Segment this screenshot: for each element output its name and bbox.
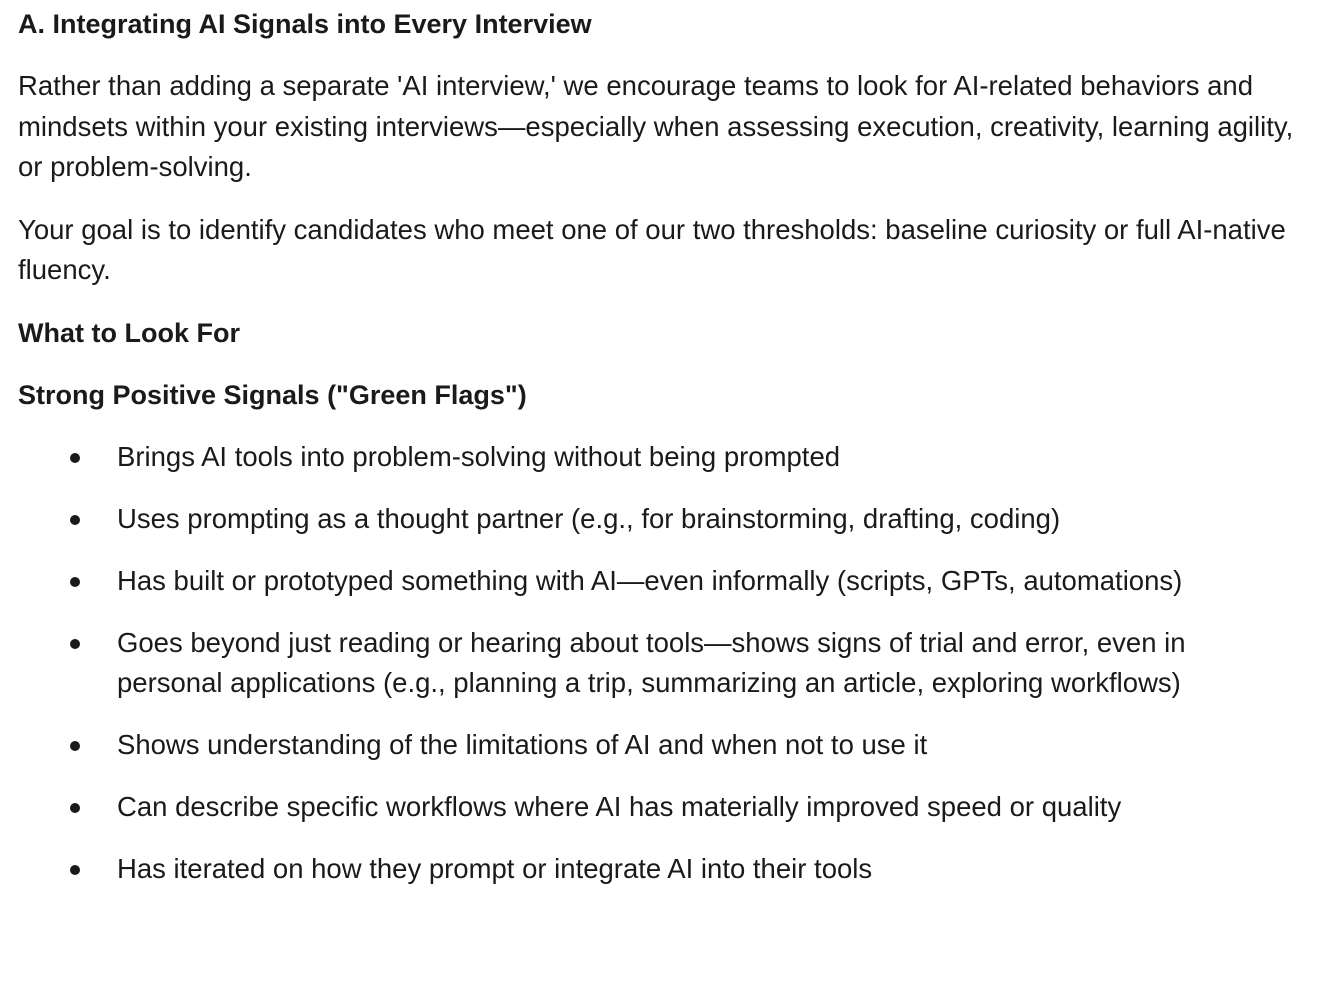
list-item xyxy=(18,623,1308,704)
bullet-icon xyxy=(70,865,80,875)
list-item xyxy=(18,437,1308,478)
list-item-text: Brings AI tools into problem-solving without being prompted xyxy=(117,440,841,472)
list-item xyxy=(18,561,1308,602)
goal-paragraph: Your goal is to identify candidates who meet one of our two thresholds: baseline curiosity or full AI-native fluency. xyxy=(18,213,1286,285)
green-flags-heading: Strong Positive Signals ("Green Flags") xyxy=(18,379,527,410)
list-item-text: Goes beyond just reading or hearing about tools—shows signs of trial and error, even in personal applications (e.g., planning a trip, summarizing an article, exploring workflows) xyxy=(117,626,1186,698)
list-item-text: Has iterated on how they prompt or integrate AI into their tools xyxy=(117,853,873,884)
bullet-icon xyxy=(70,741,80,751)
list-item-text: Has built or prototyped something with AI—even informally (scripts, GPTs, automations) xyxy=(117,564,1183,596)
bullet-icon xyxy=(70,803,80,813)
what-to-look-for-heading: What to Look For xyxy=(18,317,240,348)
green-flags-list xyxy=(18,437,1308,890)
list-item xyxy=(18,499,1308,540)
list-item-text: Uses prompting as a thought partner (e.g., for brainstorming, drafting, coding) xyxy=(117,502,1061,534)
intro-paragraph: Rather than adding a separate 'AI interview,' we encourage teams to look for AI-related behaviors and mindsets within your existing interviews—especially when assessing execution, creativity, learning agility, or problem-solving. xyxy=(18,70,1294,182)
list-item-text: Shows understanding of the limitations of AI and when not to use it xyxy=(117,729,928,760)
list-item xyxy=(18,849,1308,890)
list-item-text: Can describe specific workflows where AI has materially improved speed or quality xyxy=(117,791,1122,822)
bullet-icon xyxy=(70,515,80,525)
document-body xyxy=(18,0,1308,911)
bullet-icon xyxy=(70,453,80,463)
list-item xyxy=(18,787,1308,828)
section-title: A. Integrating AI Signals into Every Interview xyxy=(18,9,592,39)
bullet-icon xyxy=(70,639,80,649)
list-item xyxy=(18,725,1308,766)
bullet-icon xyxy=(70,577,80,587)
